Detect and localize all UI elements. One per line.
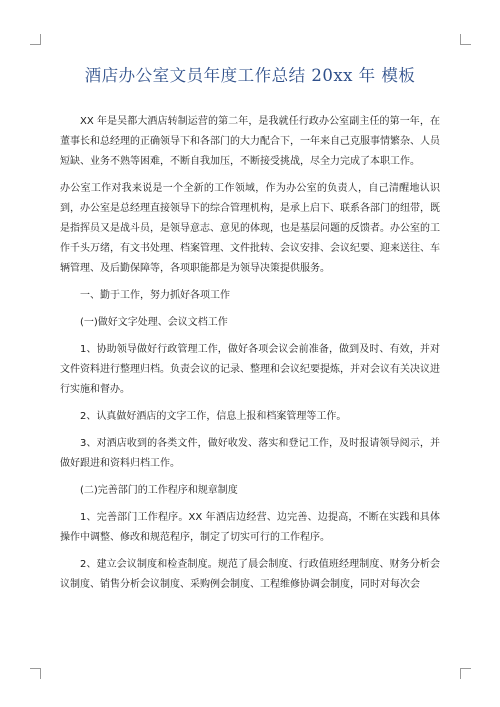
paragraph: 2、认真做好酒店的文字工作，信息上报和档案管理等工作。 (80, 411, 347, 422)
paragraph: 办公室工作对我来说是一个全新的工作领域，作为办公室的负责人，自己清醒地认识到，办公室是总经理直接领导下的综合管理机构，是承上启下、联系各部门的纽带，既是指挥员又是战斗员，是领导意志、意见的体现，也是基层问题的反馈者。办公室的工作千头万绪，有文书处理、档案管理、文件批转、会议安排、会议纪要、迎来送往、车辆管理、及后勤保障等，各项职能都是为领导决策提供服务。 (60, 183, 440, 274)
crop-mark-top-left (30, 34, 41, 45)
section-heading: 一、勤于工作，努力抓好各项工作 (80, 290, 230, 301)
paragraph: 1、协助领导做好行政管理工作，做好各项会议会前准备，做到及时、有效，并对文件资料进行整理归档。负责会议的记录、整理和会议纪要提炼，并对会议有关决议进行实施和督办。 (60, 344, 440, 395)
paragraph: XX 年是吴都大酒店转制运营的第二年，是我就任行政办公室副主任的第一年，在董事长和总经理的正确领导下和各部门的大力配合下，一年来自己克服事情繁杂、人员短缺、业务不熟等困难，不断自我加压，不断接受挑战，尽全力完成了本职工作。 (60, 116, 440, 167)
document-title: 酒店办公室文员年度工作总结 20xx 年 模板 (84, 66, 416, 85)
paragraph: 1、完善部门工作程序。XX 年酒店边经营、边完善、边提高，不断在实践和具体操作中调整、修改和规范程序，制定了切实可行的工作程序。 (60, 512, 440, 543)
crop-mark-bottom-left (30, 668, 41, 679)
paragraph: 3、对酒店收到的各类文件，做好收发、落实和登记工作，及时报请领导阅示，并做好跟进和资料归档工作。 (60, 438, 440, 469)
subsection-heading: (一)做好文字处理、会议文档工作 (80, 317, 228, 328)
document-body (60, 112, 440, 602)
crop-mark-top-right (460, 34, 471, 45)
subsection-heading: (二)完善部门的工作程序和规章制度 (80, 485, 238, 496)
paragraph: 2、建立会议制度和检查制度。规范了晨会制度、行政值班经理制度、财务分析会议制度、销售分析会议制度、采购例会制度、工程维修协调会制度，同时对每次会 (60, 559, 440, 590)
crop-mark-bottom-right (460, 668, 471, 679)
